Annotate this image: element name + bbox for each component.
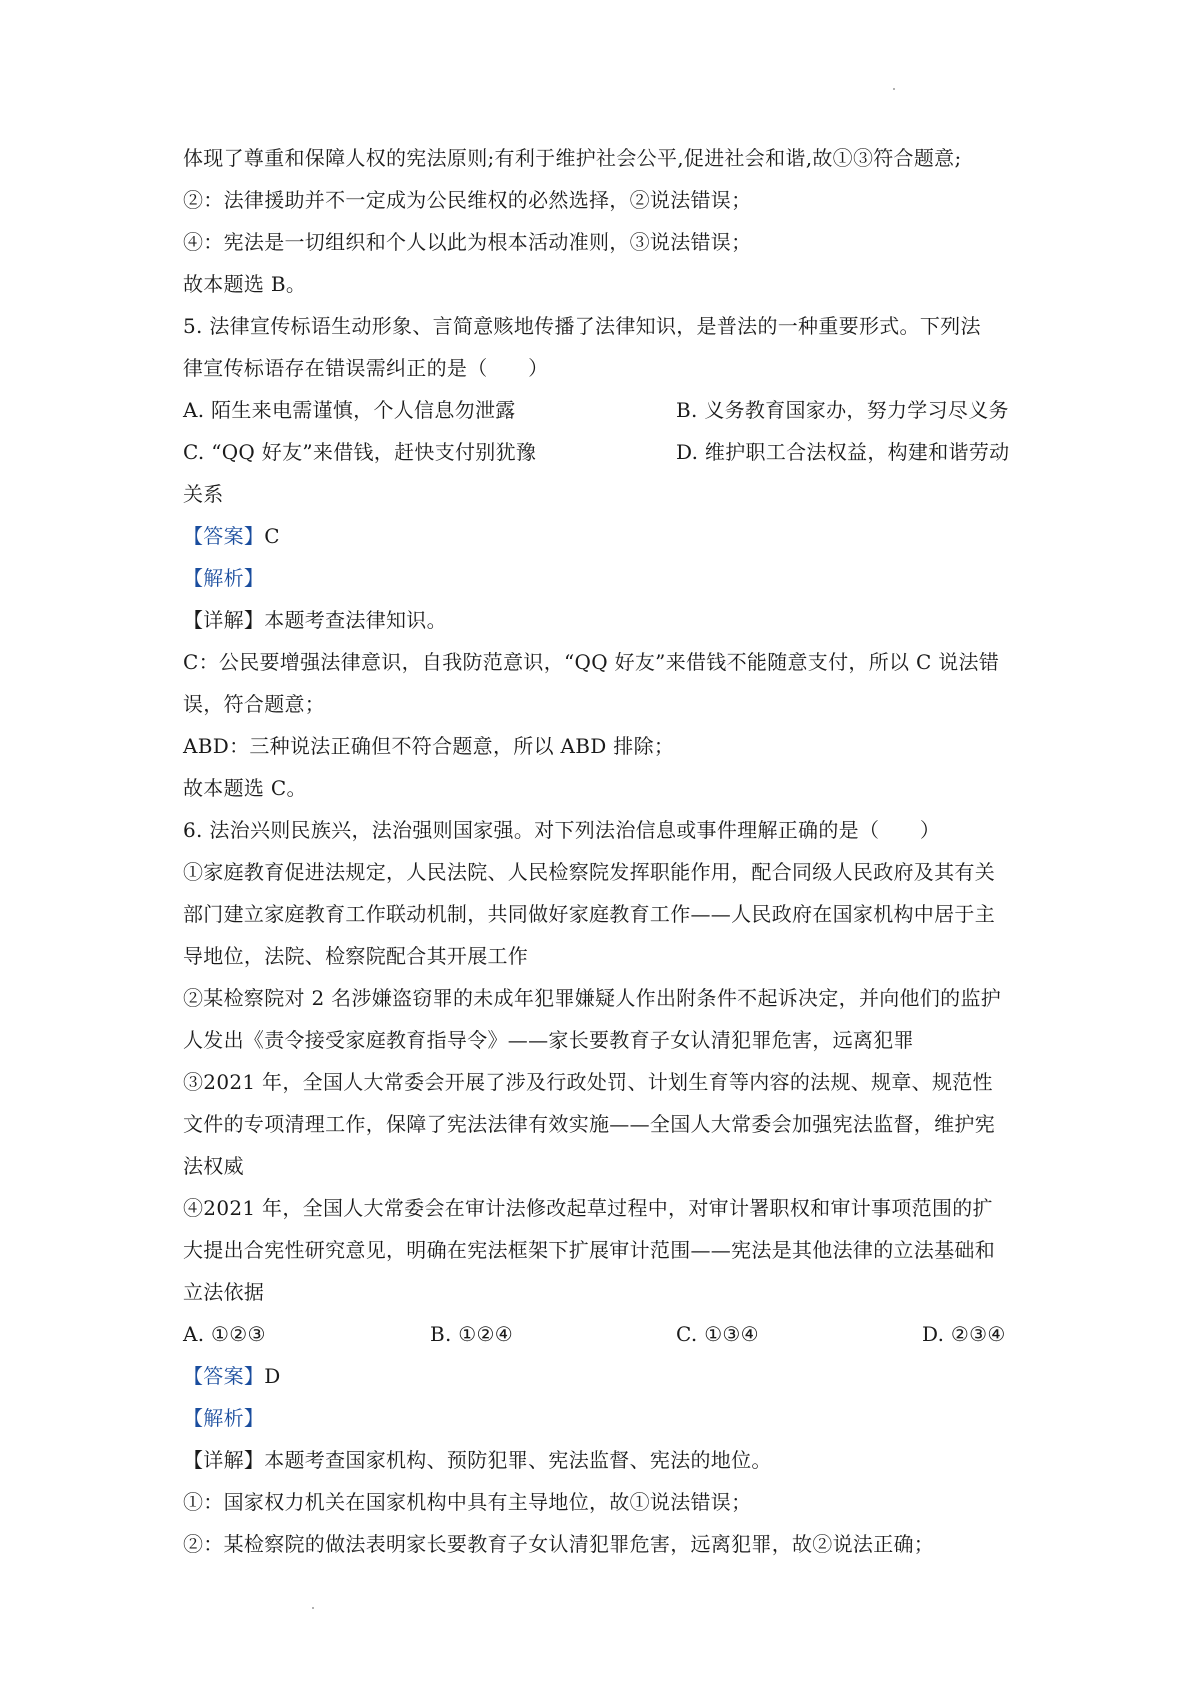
detail-tag: 【详解】 — [183, 1448, 265, 1472]
q5-option-a: A. 陌生来电需谨慎，个人信息勿泄露 — [183, 398, 516, 422]
answer-value: D — [264, 1364, 281, 1388]
q5-stem: 5. 法律宣传标语生动形象、言简意赅地传播了法律知识，是普法的一种重要形式。下列法 — [183, 314, 981, 338]
q6-detail — [183, 1446, 1033, 1474]
q5-option-d: D. 维护职工合法权益，构建和谐劳动 — [676, 440, 1010, 464]
q6-statement-4: 立法依据 — [183, 1280, 265, 1304]
q5-option-b: B. 义务教育国家办，努力学习尽义务 — [676, 398, 1009, 422]
q5-detail — [183, 606, 1033, 634]
analysis-tag: 【解析】 — [183, 1406, 265, 1430]
q6-option-c: C. ①③④ — [676, 1322, 759, 1346]
prev-explanation-line: 体现了尊重和保障人权的宪法原则;有利于维护社会公平,促进社会和谐,故①③符合题意; — [183, 146, 962, 170]
answer-tag: 【答案】 — [183, 1364, 265, 1388]
detail-tag: 【详解】 — [183, 608, 265, 632]
prev-conclusion: 故本题选 B。 — [183, 272, 307, 296]
q6-statement-2: 人发出《责令接受家庭教育指导令》——家长要教育子女认清犯罪危害，远离犯罪 — [183, 1028, 914, 1052]
q6-statement-1: ①家庭教育促进法规定，人民法院、人民检察院发挥职能作用，配合同级人民政府及其有关 — [183, 860, 995, 884]
q6-statement-3: 文件的专项清理工作，保障了宪法法律有效实施——全国人大常委会加强宪法监督，维护宪 — [183, 1112, 995, 1136]
q5-answer — [183, 522, 1033, 550]
detail-text: 本题考查国家机构、预防犯罪、宪法监督、宪法的地位。 — [264, 1448, 772, 1472]
q5-option-c: C. “QQ 好友”来借钱，赶快支付别犹豫 — [183, 440, 537, 464]
answer-value: C — [264, 524, 280, 548]
analysis-tag: 【解析】 — [183, 566, 265, 590]
q6-statement-4: ④2021 年，全国人大常委会在审计法修改起草过程中，对审计署职权和审计事项范围的扩 — [183, 1196, 993, 1220]
q6-statement-4: 大提出合宪性研究意见，明确在宪法框架下扩展审计范围——宪法是其他法律的立法基础和 — [183, 1238, 995, 1262]
q6-statement-2: ②某检察院对 2 名涉嫌盗窃罪的未成年犯罪嫌疑人作出附条件不起诉决定，并向他们的监护 — [183, 986, 1002, 1010]
q6-option-a: A. ①②③ — [183, 1322, 266, 1346]
q6-statement-1: 部门建立家庭教育工作联动机制，共同做好家庭教育工作——人民政府在国家机构中居于主 — [183, 902, 995, 926]
q5-analysis — [183, 564, 1033, 592]
q5-option-d-continued: 关系 — [183, 482, 224, 506]
scan-dot — [893, 88, 895, 90]
scan-dot — [312, 1607, 314, 1609]
q5-stem: 律宣传标语存在错误需纠正的是（ ） — [183, 356, 549, 380]
detail-text: 本题考查法律知识。 — [264, 608, 447, 632]
answer-tag: 【答案】 — [183, 524, 265, 548]
q5-explanation: ABD：三种说法正确但不符合题意，所以 ABD 排除； — [183, 734, 675, 758]
q5-conclusion: 故本题选 C。 — [183, 776, 307, 800]
q6-answer — [183, 1362, 1033, 1390]
prev-explanation-line: ②：法律援助并不一定成为公民维权的必然选择，②说法错误； — [183, 188, 752, 212]
q6-analysis — [183, 1404, 1033, 1432]
q6-stem: 6. 法治兴则民族兴，法治强则国家强。对下列法治信息或事件理解正确的是（ ） — [183, 818, 941, 842]
q6-statement-3: ③2021 年，全国人大常委会开展了涉及行政处罚、计划生育等内容的法规、规章、规范性 — [183, 1070, 993, 1094]
q6-option-d: D. ②③④ — [922, 1322, 1006, 1346]
q6-option-b: B. ①②④ — [430, 1322, 514, 1346]
prev-explanation-line: ④：宪法是一切组织和个人以此为根本活动准则，③说法错误； — [183, 230, 752, 254]
q5-explanation: C：公民要增强法律意识，自我防范意识，“QQ 好友”来借钱不能随意支付，所以 C 说法错 — [183, 650, 1000, 674]
q6-explanation: ②：某检察院的做法表明家长要教育子女认清犯罪危害，远离犯罪，故②说法正确； — [183, 1532, 935, 1556]
q6-statement-3: 法权威 — [183, 1154, 244, 1178]
q5-explanation: 误，符合题意； — [183, 692, 326, 716]
q6-explanation: ①：国家权力机关在国家机构中具有主导地位，故①说法错误； — [183, 1490, 752, 1514]
q6-statement-1: 导地位，法院、检察院配合其开展工作 — [183, 944, 529, 968]
